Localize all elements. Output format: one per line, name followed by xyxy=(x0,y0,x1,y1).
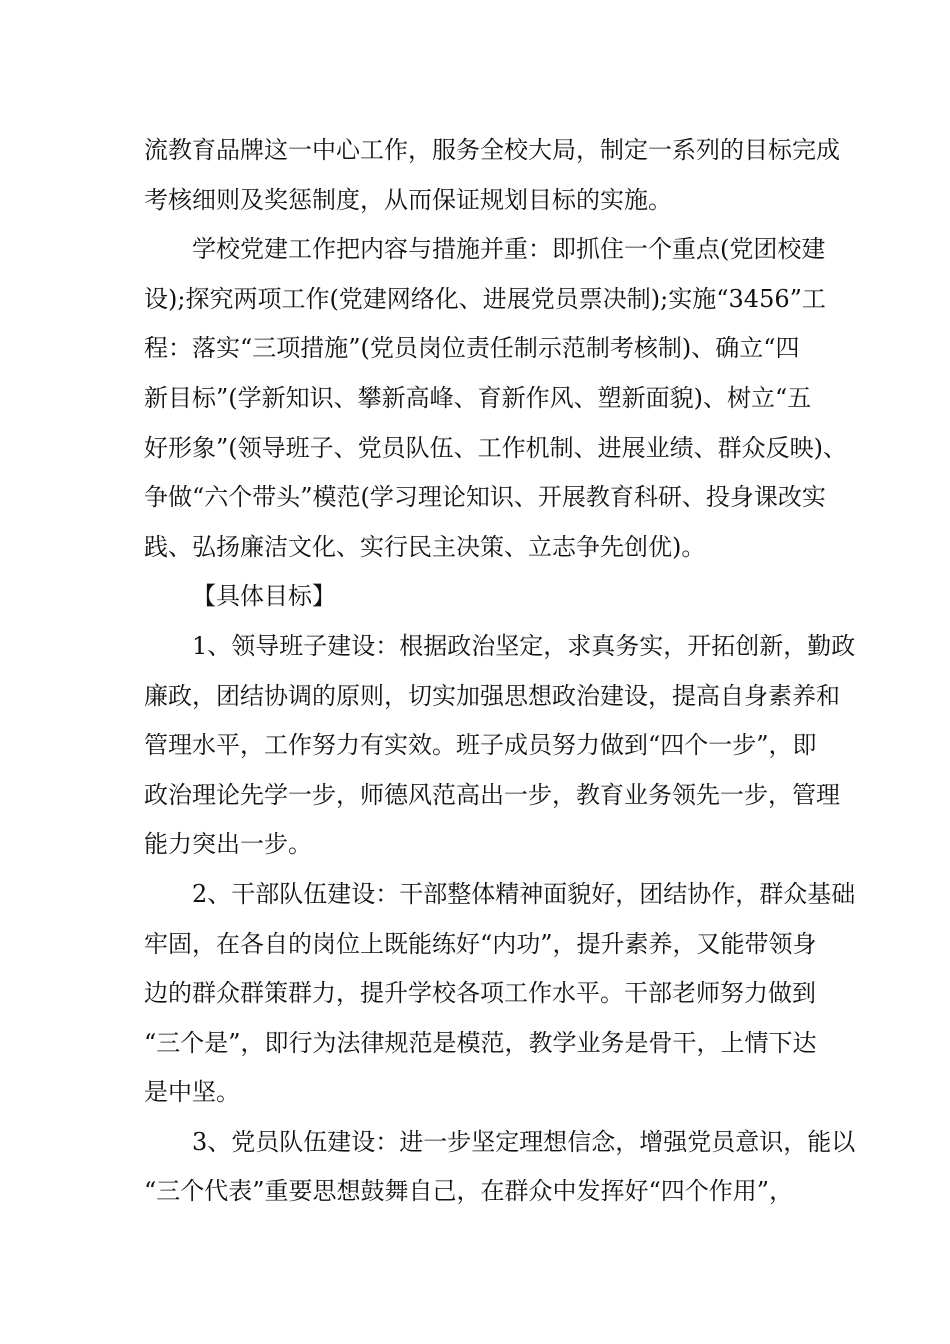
text-line: 边的群众群策群力，提升学校各项工作水平。干部老师努力做到 xyxy=(144,979,816,1008)
text-line: 1、领导班子建设：根据政治坚定，求真务实，开拓创新，勤政 xyxy=(192,631,856,660)
text-line: 廉政，团结协调的原则，切实加强思想政治建设，提高自身素养和 xyxy=(144,681,840,710)
text-line: 能力突出一步。 xyxy=(144,830,312,859)
text-line: 3、党员队伍建设：进一步坚定理想信念，增强党员意识，能以 xyxy=(192,1127,856,1156)
text-line: 牢固，在各自的岗位上既能练好“内功”，提升素养，又能带领身 xyxy=(144,929,817,958)
text-line: 设);探究两项工作(党建网络化、进展党员票决制);实施“3456”工 xyxy=(144,284,826,313)
text-line: 考核细则及奖惩制度，从而保证规划目标的实施。 xyxy=(144,185,672,214)
text-line: 好形象”(领导班子、党员队伍、工作机制、进展业绩、群众反映)、 xyxy=(144,433,847,462)
text-line: 政治理论先学一步，师德风范高出一步，教育业务领先一步，管理 xyxy=(144,780,840,809)
text-line: 流教育品牌这一中心工作，服务全校大局，制定一系列的目标完成 xyxy=(144,136,840,164)
text-line: 2、干部队伍建设：干部整体精神面貌好，团结协作，群众基础 xyxy=(192,879,856,908)
text-line: 践、弘扬廉洁文化、实行民主决策、立志争先创优)。 xyxy=(144,532,706,561)
text-line: 新目标”(学新知识、攀新高峰、育新作风、塑新面貌)、树立“五 xyxy=(144,383,812,412)
document-body xyxy=(144,126,856,1217)
text-line: 是中坚。 xyxy=(144,1078,240,1107)
section-heading: 【具体目标】 xyxy=(192,582,336,611)
text-line: 争做“六个带头”模范(学习理论知识、开展教育科研、投身课改实 xyxy=(144,483,826,512)
text-line: “三个是”，即行为法律规范是模范，教学业务是骨干，上情下达 xyxy=(144,1028,817,1057)
text-line: 管理水平，工作努力有实效。班子成员努力做到“四个一步”，即 xyxy=(144,731,817,760)
text-line: 学校党建工作把内容与措施并重：即抓住一个重点(党团校建 xyxy=(192,235,826,264)
text-line: “三个代表”重要思想鼓舞自己，在群众中发挥好“四个作用”， xyxy=(144,1177,794,1206)
text-line: 程：落实“三项措施”(党员岗位责任制示范制考核制)、确立“四 xyxy=(144,334,800,363)
